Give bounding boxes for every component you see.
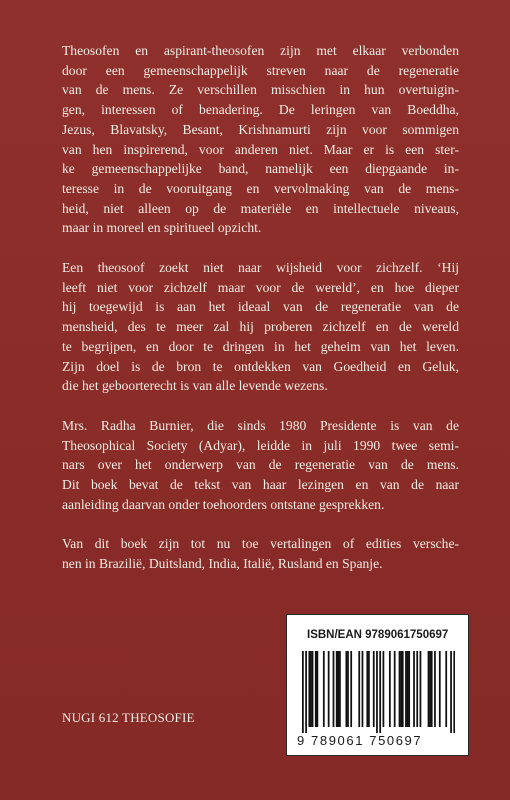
barcode-bar — [450, 651, 452, 733]
barcode-bar — [399, 651, 401, 727]
barcode-bar — [405, 651, 407, 727]
barcode-bar — [337, 651, 339, 727]
barcode-bar — [428, 651, 430, 727]
text-line: gen, interessen of benadering. De leringen van Boeddha, — [62, 102, 459, 118]
barcode-bar — [323, 651, 325, 727]
barcode-bar — [368, 651, 370, 727]
text-line: door een gemeenschappelijk streven naar de regeneratie — [62, 62, 459, 78]
barcode-bar — [316, 651, 318, 727]
barcode-bar — [345, 651, 347, 727]
text-line: Zijn doel is de bron te ontdekken van Goedheid en Geluk, — [62, 358, 459, 374]
blurb-text — [62, 41, 459, 594]
barcode-bar — [407, 651, 409, 727]
text-line: Theosophical Society (Adyar), leidde in juli 1990 twee semi- — [62, 437, 459, 453]
barcode-bar — [312, 651, 314, 727]
barcode-bar — [416, 651, 418, 727]
text-line: Dit boek bevat de tekst van haar lezingen en van de naar — [62, 477, 459, 493]
text-line: Theosofen en aspirant-theosofen zijn met elkaar verbonden — [62, 43, 459, 58]
barcode-bar — [310, 651, 312, 727]
barcode-image — [302, 651, 455, 733]
barcode-bar — [315, 651, 317, 727]
barcode-bar — [347, 651, 349, 727]
text-line: hij toegewijd is aan het ideaal van de regeneratie van de — [62, 299, 459, 315]
barcode-bar — [431, 651, 433, 727]
text-line: te begrijpen, en door te dringen in het geheim van het leven. — [62, 338, 459, 354]
barcode-bar — [339, 651, 341, 727]
barcode-bar — [389, 651, 391, 727]
paragraph-2 — [62, 258, 459, 396]
barcode-bar — [445, 651, 447, 727]
barcode-bar — [305, 651, 307, 733]
barcode-bar — [358, 651, 360, 727]
text-line: leeft niet voor zichzelf maar voor de wereld’, en hoe dieper — [62, 279, 459, 295]
paragraph-4 — [62, 534, 459, 573]
barcode-bar — [434, 651, 436, 727]
isbn-label: ISBN/EAN 9789061750697 — [307, 629, 449, 641]
barcode-bar — [366, 651, 368, 727]
text-line: die het geboorterecht is van alle levende wezens. — [62, 378, 328, 394]
barcode-bar — [333, 651, 335, 727]
text-line: aanleiding daarvan onder toehoorders ontstane gesprekken. — [62, 496, 385, 512]
text-line: nars over het onderwerp van de regeneratie van de mens. — [62, 457, 459, 473]
paragraph-3 — [62, 416, 459, 515]
text-line: van de mens. Ze verschillen misschien in hun overtuigin- — [62, 82, 459, 98]
barcode-bar — [413, 651, 415, 727]
barcode-bar — [350, 651, 352, 727]
barcode-bar — [362, 651, 364, 727]
barcode-bar — [328, 651, 330, 727]
barcode-bar — [308, 651, 310, 727]
text-line: ke gemeenschappelijke band, namelijk een diepgaande in- — [62, 161, 459, 177]
text-line: maar in moreel en spiritueel opzicht. — [62, 220, 262, 236]
barcode-bar — [302, 651, 304, 733]
barcode-digits: 9 789061 750697 — [297, 733, 423, 748]
text-line: Mrs. Radha Burnier, die sinds 1980 Presidente is van de — [62, 417, 459, 433]
barcode-bar — [379, 651, 381, 733]
barcode-bar — [429, 651, 431, 727]
barcode-panel — [286, 614, 469, 756]
nugi-code: NUGI 612 THEOSOFIE — [62, 710, 195, 725]
paragraph-1 — [62, 41, 459, 238]
barcode-bar — [394, 651, 396, 727]
text-line: Jezus, Blavatsky, Besant, Krishnamurti zijn voor sommigen — [62, 121, 459, 137]
text-line: heid, niet alleen op de materiële en intellectuele niveaus, — [62, 200, 459, 216]
barcode-bar — [439, 651, 441, 727]
barcode-bar — [408, 651, 410, 727]
barcode-bar — [420, 651, 422, 727]
text-line: teresse in de vooruitgang en vervolmaking van de mens- — [62, 180, 459, 196]
barcode-bar — [402, 651, 404, 727]
text-line: Van dit boek zijn tot nu toe vertalingen of edities versche- — [62, 536, 459, 552]
barcode-bar — [383, 651, 385, 727]
barcode-bar — [336, 651, 338, 727]
text-line: Een theosoof zoekt niet naar wijsheid voor zichzelf. ‘Hij — [62, 260, 459, 276]
text-line: nen in Brazilië, Duitsland, India, Italië, Rusland en Spanje. — [62, 556, 383, 572]
text-line: mensheid, des te meer zal hij proberen zichzelf en de wereld — [62, 319, 459, 335]
barcode-bar — [400, 651, 402, 727]
text-line: van hen inspirerend, voor anderen niet. Maar er is een ster- — [62, 141, 459, 157]
barcode-bar — [373, 651, 375, 727]
barcode-bar — [376, 651, 378, 733]
barcode-bar — [453, 651, 455, 733]
